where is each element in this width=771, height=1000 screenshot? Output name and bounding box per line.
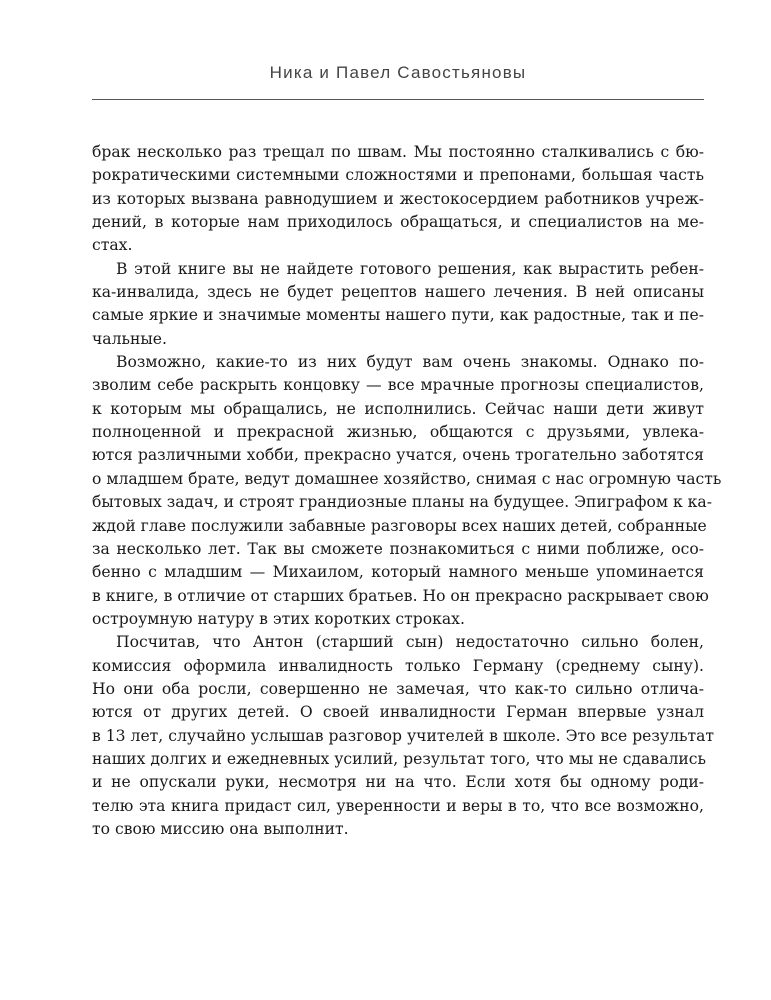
text-line: наших долгих и ежедневных усилий, результат того, что мы не сдавались: [92, 749, 707, 768]
text-line: о младшем брате, ведут домашнее хозяйство, снимая с нас огромную часть: [92, 469, 722, 488]
text-line: стах.: [92, 236, 133, 255]
text-line: дений, в которые нам приходилось обращаться, и специалистов на ме-: [92, 213, 704, 232]
text-line: остроумную натуру в этих коротких строках.: [92, 609, 465, 628]
text-line: комиссия оформила инвалидность только Герману (среднему сыну).: [92, 656, 704, 675]
text-line: полноценной и прекрасной жизнью, общаются с друзьями, увлека-: [92, 423, 704, 442]
text-line: бытовых задач, и строят грандиозные планы на будущее. Эпиграфом к ка-: [92, 493, 712, 512]
text-line: самые яркие и значимые моменты нашего пути, как радостные, так и пе-: [92, 306, 704, 325]
text-line: и не опускали руки, несмотря ни на что. Если хотя бы одному роди-: [92, 773, 704, 792]
text-line: в 13 лет, случайно услышав разговор учителей в школе. Это все результат: [92, 726, 715, 745]
paragraph: [92, 258, 704, 351]
text-line: зволим себе раскрыть концовку — все мрачные прогнозы специалистов,: [92, 376, 704, 395]
text-line: бенно с младшим — Михаилом, который намного меньше упоминается: [92, 563, 704, 582]
running-head-title: Ника и Павел Савостьяновы: [269, 63, 527, 82]
paragraph: [92, 351, 722, 631]
text-line: рократическими системными сложностями и препонами, большая часть: [92, 166, 704, 185]
text-line: В этой книге вы не найдете готового решения, как вырастить ребен-: [116, 259, 704, 278]
text-line: телю эта книга придаст сил, уверенности и веры в то, что все возможно,: [92, 796, 704, 815]
body-text: [92, 141, 722, 841]
paragraph: [92, 631, 715, 841]
text-line: ются различными хобби, прекрасно учатся, очень трогательно заботятся: [92, 446, 704, 465]
text-line: то свою миссию она выполнит.: [92, 819, 349, 838]
text-line: из которых вызвана равнодушием и жестокосердием работников учреж-: [92, 189, 704, 208]
text-line: за несколько лет. Так вы сможете познакомиться с ними поближе, осо-: [92, 539, 704, 558]
text-line: ждой главе послужили забавные разговоры всех наших детей, собранные: [92, 516, 707, 535]
paragraph: [92, 141, 704, 258]
text-line: Но они оба росли, совершенно не замечая, что как-то сильно отлича-: [92, 679, 704, 698]
text-line: ка-инвалида, здесь не будет рецептов нашего лечения. В ней описаны: [92, 283, 704, 302]
text-line: брак несколько раз трещал по швам. Мы постоянно сталкивались с бю-: [92, 143, 704, 161]
text-line: ются от других детей. О своей инвалидности Герман впервые узнал: [92, 703, 704, 722]
text-line: чальные.: [92, 329, 167, 348]
text-line: к которым мы обращались, не исполнились. Сейчас наши дети живут: [92, 399, 704, 418]
header-divider: [92, 99, 704, 100]
text-line: в книге, в отличие от старших братьев. Но он прекрасно раскрывает свою: [92, 586, 709, 605]
text-line: Возможно, какие-то из них будут вам очень знакомы. Однако по-: [116, 353, 704, 372]
text-line: Посчитав, что Антон (старший сын) недостаточно сильно болен,: [116, 633, 704, 652]
